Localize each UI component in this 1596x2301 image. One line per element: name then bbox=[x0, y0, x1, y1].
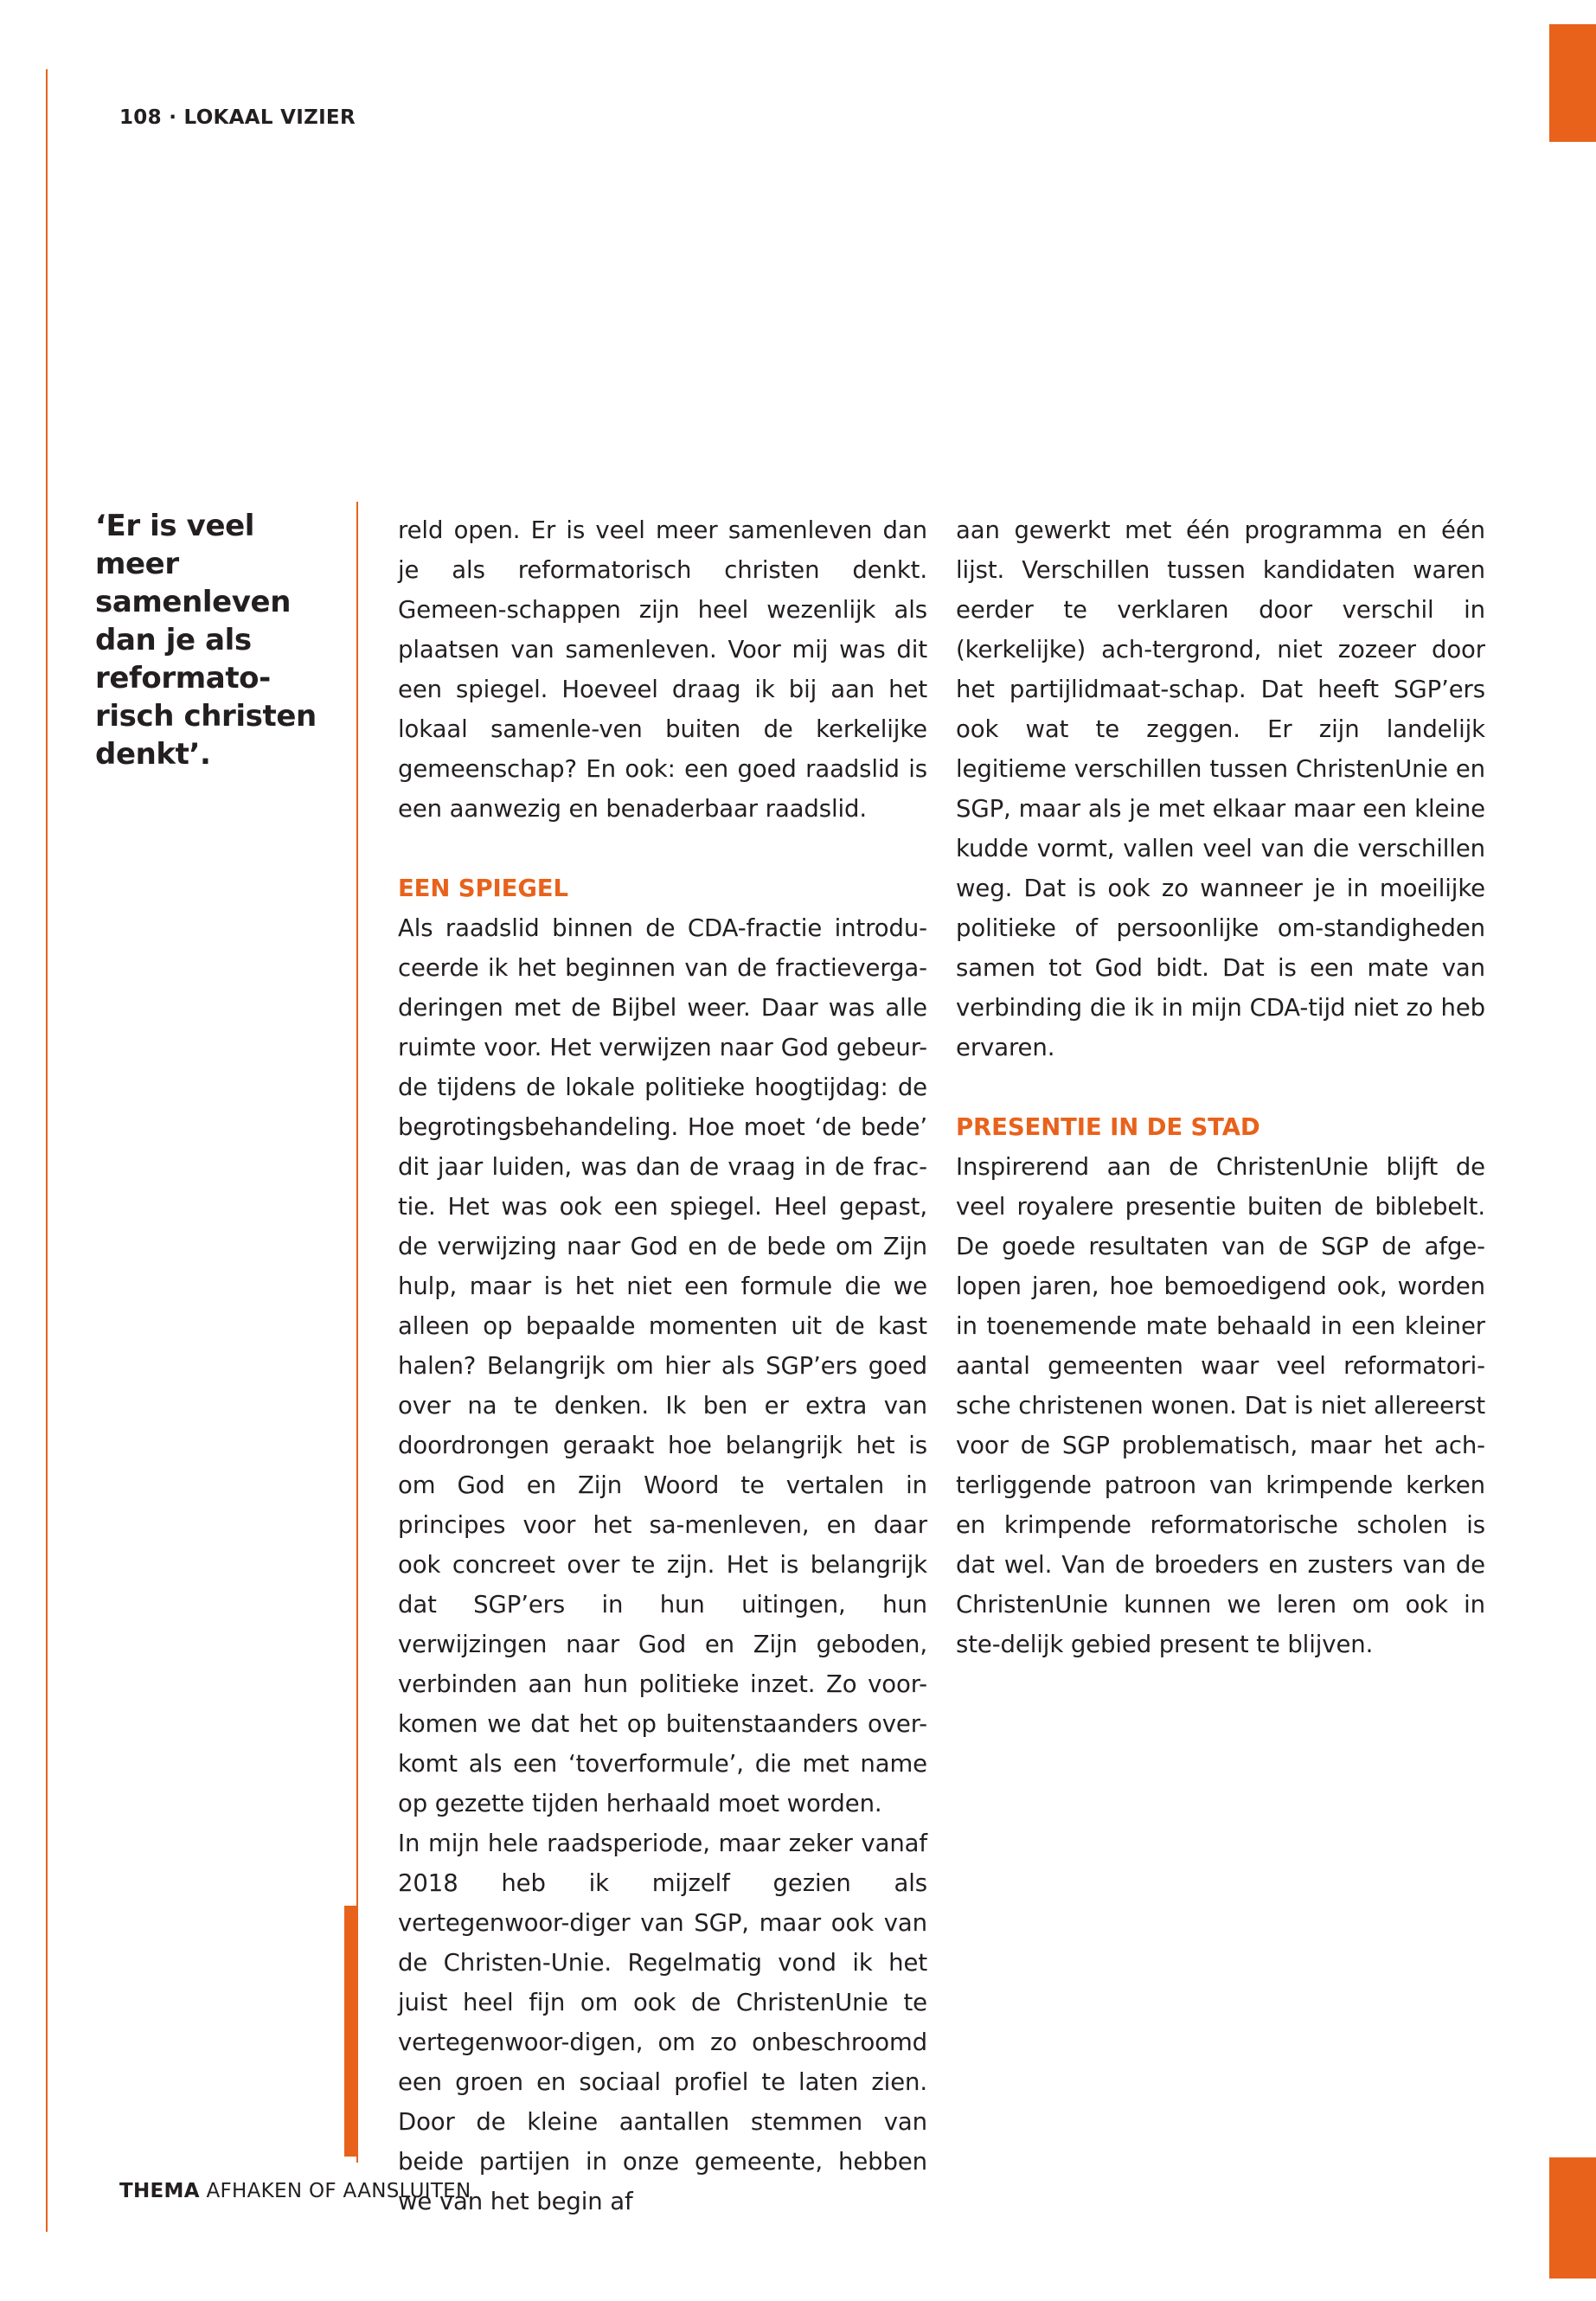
paragraph: reld open. Er is veel meer samenleven dan je als reformatorisch christen denkt. Gemeen-schappen zijn heel wezenlijk als plaatsen van samenleven. Voor mij was dit een spiegel. Hoeveel draag ik bij aan het lokaal samenle-ven buiten de kerkelijke gemeenschap? En ook: een goed raadslid is een aanwezig en benaderbaar raadslid. bbox=[398, 516, 927, 823]
pull-quote-accent-bar bbox=[344, 1906, 358, 2157]
paragraph: Inspirerend aan de ChristenUnie blijft de veel royalere presentie buiten de biblebelt. De goede resultaten van de SGP de afge-lopen jaren, hoe bemoedigend ook, worden in toenemende mate behaald in een kleiner aantal gemeenten waar veel reformatori-sche christenen wonen. Dat is niet allereerst voor de SGP problematisch, maar het ach-terliggende patroon van krimpende kerken en krimpende reformatorische scholen is dat wel. Van de broeders en zusters van de ChristenUnie kunnen we leren om ook in ste-delijk gebied present te blijven. bbox=[956, 1153, 1485, 1658]
article-column-1 bbox=[398, 510, 927, 2221]
section-heading: PRESENTIE IN DE STAD bbox=[956, 1113, 1260, 1141]
pull-quote: ‘Er is veel meer samenleven dan je als reformato-risch christen denkt’. bbox=[95, 509, 317, 772]
running-head: 108 · LOKAAL VIZIER bbox=[119, 106, 356, 129]
section-title: AFHAKEN OF AANSLUITEN bbox=[206, 2180, 471, 2202]
paragraph: aan gewerkt met één programma en één lijst. Verschillen tussen kandidaten waren eerder te verklaren door verschil in (kerkelijke) ach-tergrond, niet zozeer door het partijlidmaat-schap. Dat heeft SGP’ers ook wat te zeggen. Er zijn landelijk legitieme verschillen tussen ChristenUnie en SGP, maar als je met elkaar maar een kleine kudde vormt, vallen veel van die verschillen weg. Dat is ook zo wanneer je in moeilijke politieke of persoonlijke om-standigheden samen tot God bidt. Dat is een mate van verbinding die ik in mijn CDA-tijd niet zo heb ervaren. bbox=[956, 516, 1485, 1061]
paragraph: In mijn hele raadsperiode, maar zeker vanaf 2018 heb ik mijzelf gezien als vertegenwoor-diger van SGP, maar ook van de Christen-Unie. Regelmatig vond ik het juist heel fijn om ook de ChristenUnie te vertegenwoor-digen, om zo onbeschroomd een groen en sociaal profiel te laten zien. Door de kleine aantallen stemmen van beide partijen in onze gemeente, hebben we van het begin af bbox=[398, 1830, 927, 2215]
section-label: THEMA bbox=[119, 2180, 200, 2202]
article-column-2 bbox=[956, 510, 1485, 1664]
page-margin-rule bbox=[46, 69, 48, 2232]
section-heading: EEN SPIEGEL bbox=[398, 875, 568, 902]
running-foot bbox=[119, 2180, 471, 2202]
paragraph: Als raadslid binnen de CDA-fractie introdu-ceerde ik het beginnen van de fractieverga-deringen met de Bijbel weer. Daar was alle ruimte voor. Het verwijzen naar God gebeur-de tijdens de lokale politieke hoogtijdag: de begrotingsbehandeling. Hoe moet ‘de bede’ dit jaar luiden, was dan de vraag in de frac-tie. Het was ook een spiegel. Heel gepast, de verwijzing naar God en de bede om Zijn hulp, maar is het niet een formule die we alleen op bepaalde momenten uit de kast halen? Belangrijk om hier als SGP’ers goed over na te denken. Ik ben er extra van doordrongen geraakt hoe belangrijk het is om God en Zijn Woord te vertalen in principes voor het sa-menleven, en daar ook concreet over te zijn. Het is belangrijk dat SGP’ers in hun uitingen, hun verwijzingen naar God en Zijn geboden, verbinden aan hun politieke inzet. Zo voor-komen we dat het op buitenstaanders over-komt als een ‘toverformule’, die met name op gezette tijden herhaald moet worden. bbox=[398, 914, 927, 1817]
section-tab-top bbox=[1549, 24, 1596, 142]
section-tab-bottom bbox=[1549, 2157, 1596, 2279]
